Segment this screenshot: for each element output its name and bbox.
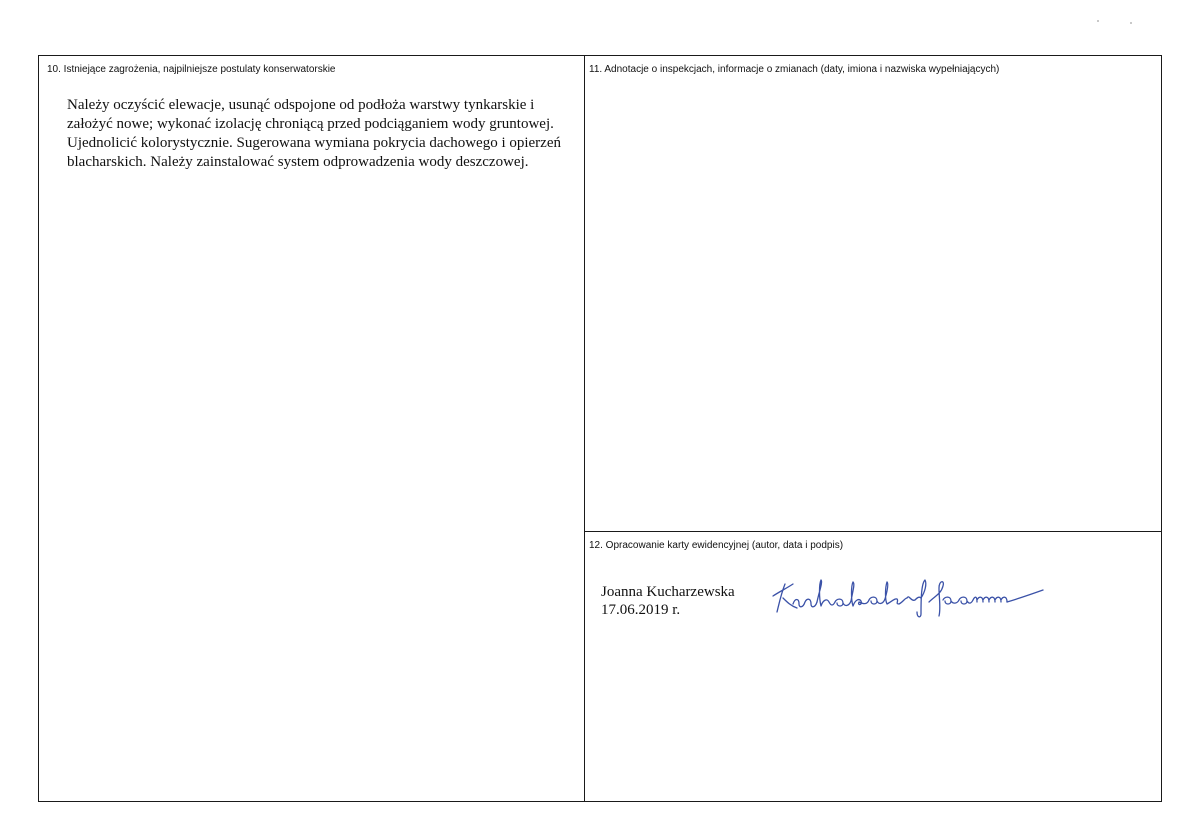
section-10-threats [39,56,585,801]
author-date: 17.06.2019 r. [601,602,681,618]
section-12-label: 12. Opracowanie karty ewidencyjnej (autor, data i podpis) [589,540,844,551]
scan-speck [1130,22,1132,24]
section-11-annotations [585,56,1161,532]
author-name: Joanna Kucharzewska [601,584,735,600]
section-11-label: 11. Adnotacje o inspekcjach, informacje o zmianach (daty, imiona i nazwiska wypełniających) [589,64,1000,75]
section-12-card-author [585,532,1161,801]
scan-speck [1097,20,1099,22]
author-block [601,583,735,619]
section-10-label: 10. Istniejące zagrożenia, najpilniejsze postulaty konserwatorskie [47,64,336,75]
handwritten-signature [771,574,1046,622]
section-10-text: Należy oczyścić elewacje, usunąć odspojone od podłoża warstwy tynkarskie i założyć nowe; wykonać izolację chroniącą przed podciąganiem wody gruntowej. Ujednolicić kolorystycznie. Sugerowana wymiana pokrycia dachowego i opierzeń blacharskich. Należy zainstalować system odprowadzenia wody deszczowej. [67,97,561,170]
evidence-card-form [38,55,1162,802]
